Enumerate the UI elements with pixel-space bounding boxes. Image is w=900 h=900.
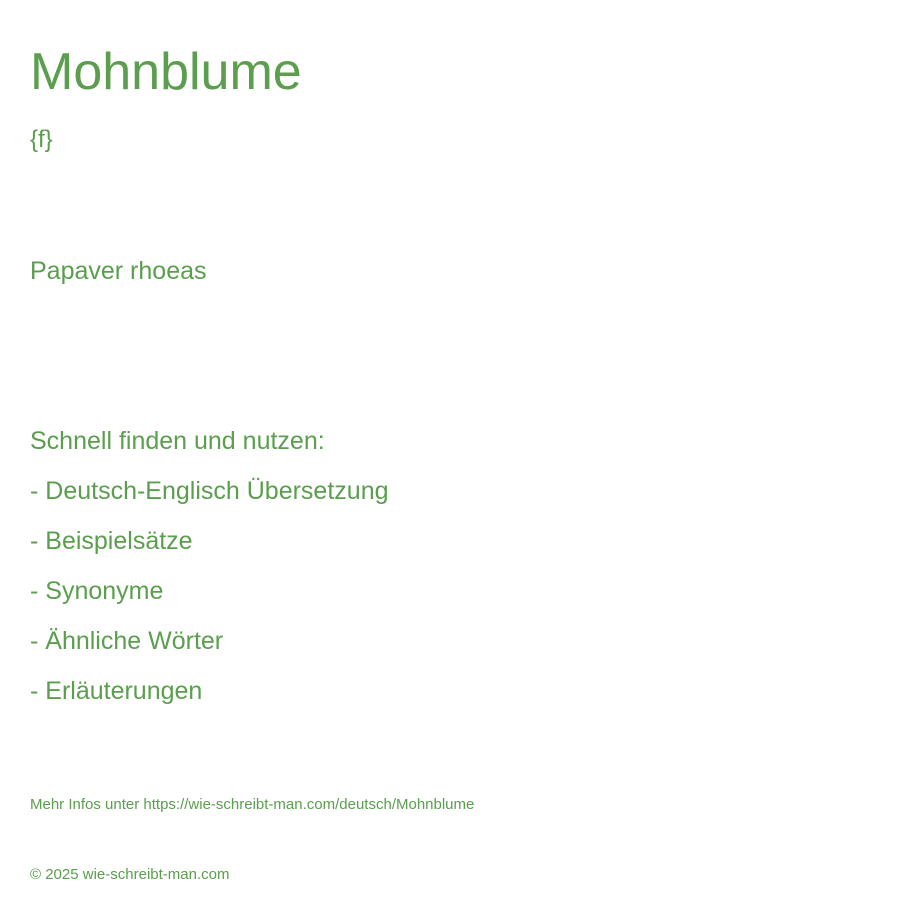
grammatical-gender: {f}	[30, 126, 53, 153]
feature-list	[30, 475, 389, 725]
feature-item-synonyms: - Synonyme	[30, 577, 164, 605]
feature-item-translation: - Deutsch-Englisch Übersetzung	[30, 477, 389, 505]
word-title: Mohnblume	[30, 43, 302, 101]
feature-item-similar-words: - Ähnliche Wörter	[30, 627, 224, 655]
copyright-text: © 2025 wie-schreibt-man.com	[30, 866, 230, 883]
feature-item-example-sentences: - Beispielsätze	[30, 527, 193, 555]
latin-name: Papaver rhoeas	[30, 257, 207, 285]
features-heading: Schnell finden und nutzen:	[30, 427, 325, 455]
feature-item-explanations: - Erläuterungen	[30, 677, 203, 705]
more-info-text: Mehr Infos unter https://wie-schreibt-man.com/deutsch/Mohnblume	[30, 796, 475, 813]
